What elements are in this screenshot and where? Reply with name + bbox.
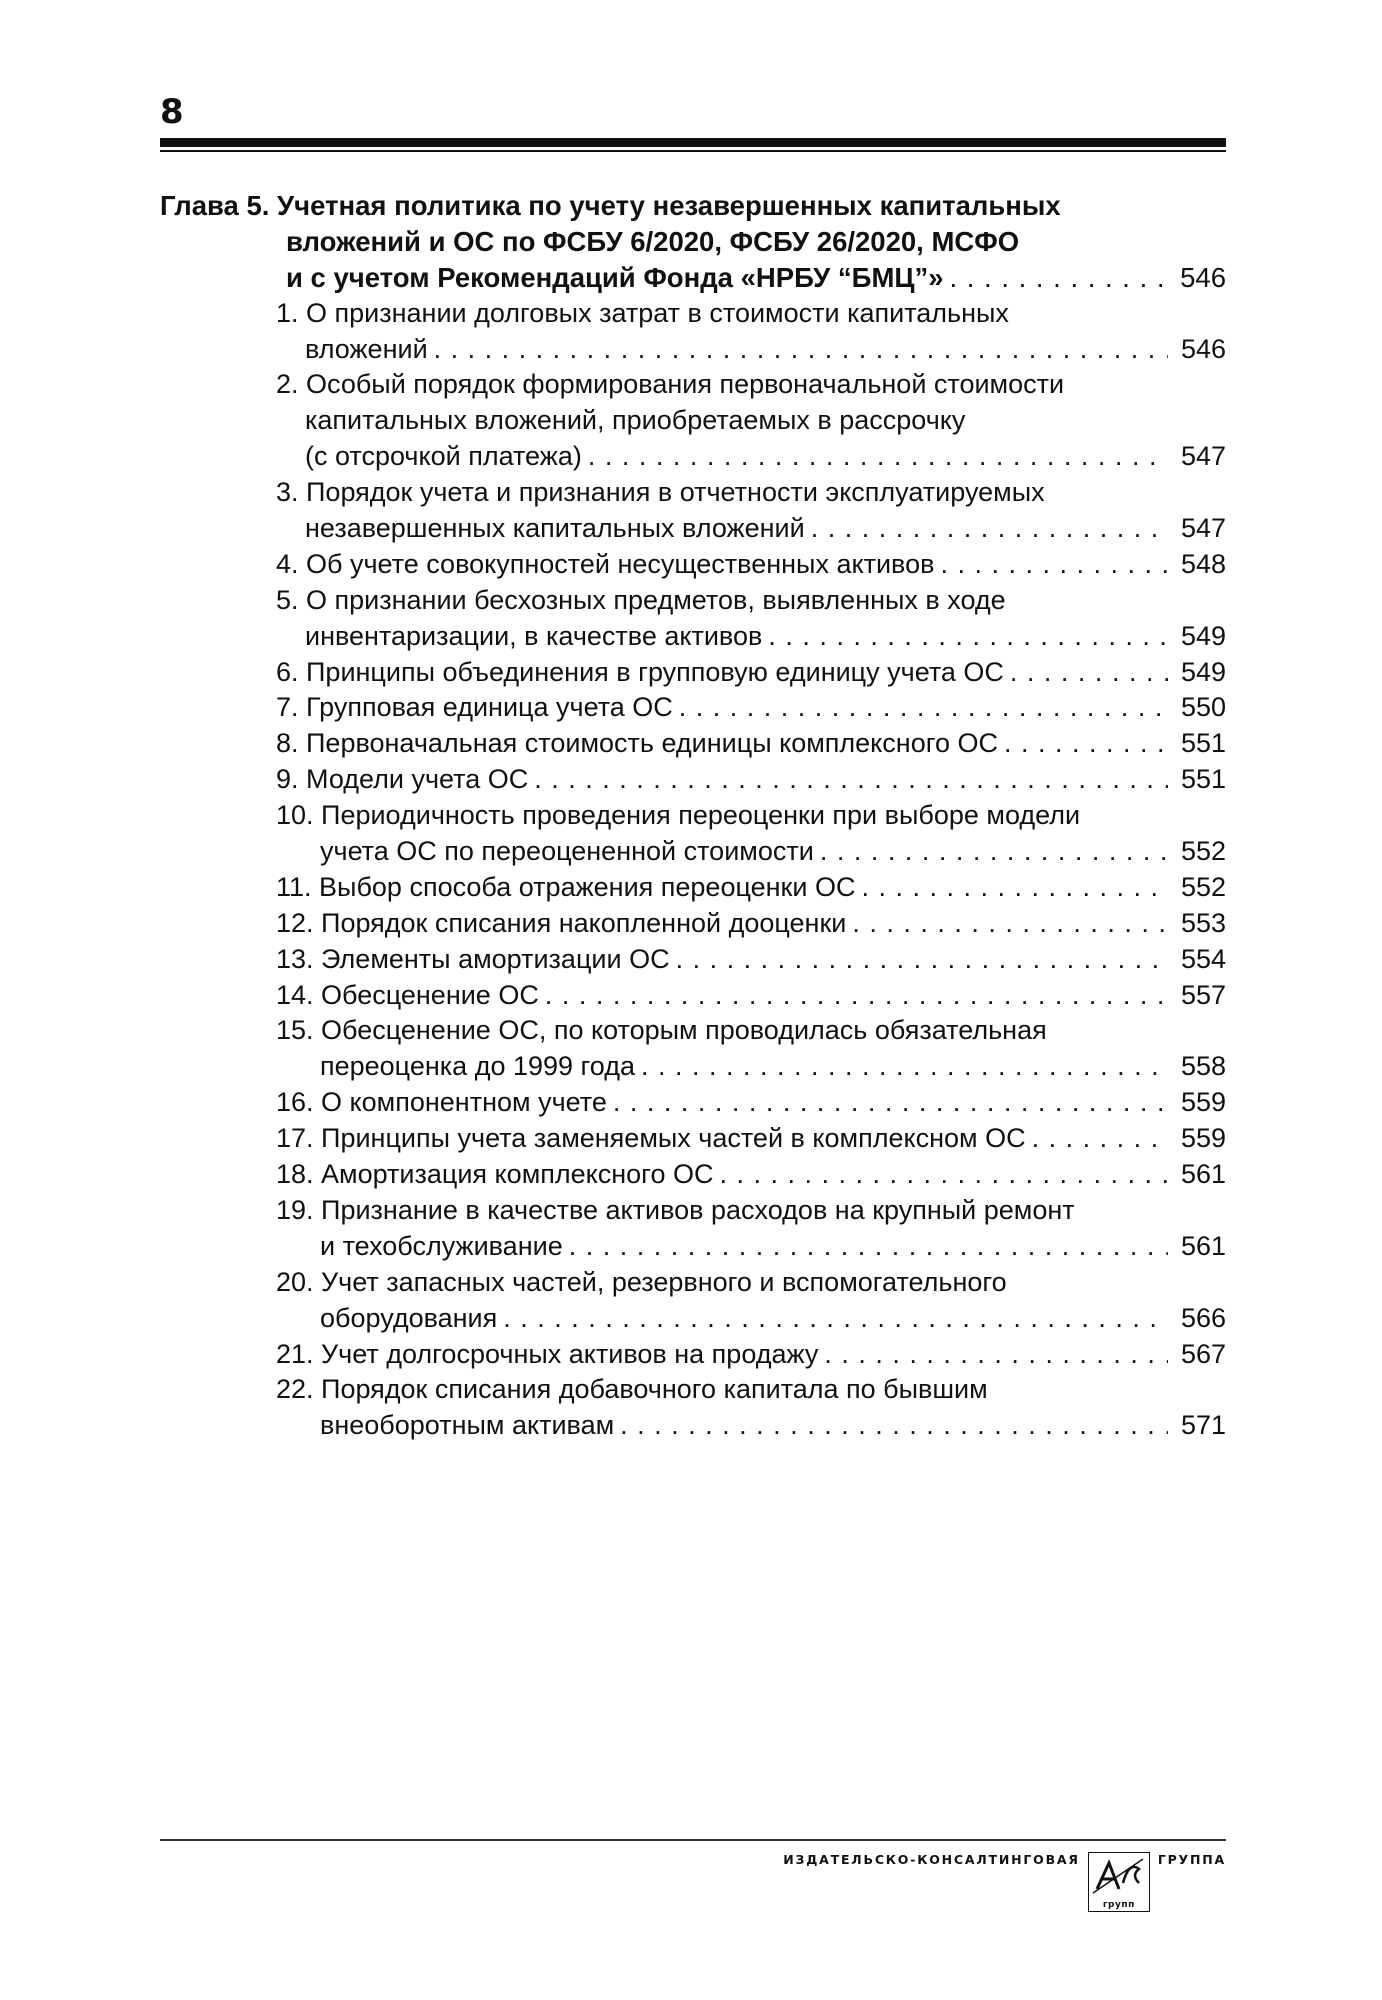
toc-entry-title: 3. Порядок учета и признания в отчетности эксплуатируемых xyxy=(276,477,1045,508)
toc-leader-dots xyxy=(719,1157,1168,1193)
toc-page-number: 551 xyxy=(1180,764,1226,795)
toc-entry-title: переоценка до 1999 года xyxy=(320,1051,635,1082)
toc-entry-title: 10. Периодичность проведения переоценки при выборе модели xyxy=(276,800,1081,831)
toc-entry-title: капитальных вложений, приобретаемых в рассрочку xyxy=(305,405,966,436)
toc-entry-line xyxy=(160,1193,1226,1229)
publisher-name-left: ИЗДАТЕЛЬСКО-КОНСАЛТИНГОВАЯ xyxy=(783,1852,1080,1867)
toc-chapter-line xyxy=(160,260,1226,296)
table-of-contents xyxy=(160,188,1226,1444)
toc-entry-title: 16. О компонентном учете xyxy=(276,1087,607,1118)
toc-entry-title: и с учетом Рекомендаций Фонда «НРБУ “БМЦ”» xyxy=(286,261,944,293)
toc-page-number: 547 xyxy=(1180,441,1226,472)
toc-page-number: 549 xyxy=(1180,620,1226,651)
toc-chapter-line xyxy=(160,224,1226,260)
toc-leader-dots xyxy=(950,260,1169,296)
toc-page-number: 571 xyxy=(1180,1410,1226,1441)
toc-page-number: 559 xyxy=(1180,1087,1226,1118)
toc-entry-line xyxy=(160,367,1226,403)
toc-entry-line xyxy=(160,583,1226,619)
toc-entry-title: незавершенных капитальных вложений xyxy=(305,513,805,544)
toc-leader-dots xyxy=(820,834,1168,870)
toc-entry-line xyxy=(160,1121,1226,1157)
toc-entry-line xyxy=(160,1229,1226,1265)
toc-entry-title: 21. Учет долгосрочных активов на продажу xyxy=(276,1338,819,1369)
toc-leader-dots xyxy=(811,511,1168,547)
toc-entry-title: 8. Первоначальная стоимость единицы комплексного ОС xyxy=(276,728,998,759)
toc-page-number: 558 xyxy=(1180,1051,1226,1082)
toc-entry-line xyxy=(160,1013,1226,1049)
toc-page-number: 552 xyxy=(1180,871,1226,902)
footer-rule xyxy=(160,1839,1226,1841)
toc-leader-dots xyxy=(940,547,1168,583)
toc-leader-dots xyxy=(620,1408,1168,1444)
toc-entry-title: вложений xyxy=(305,333,428,364)
toc-entry-title: 5. О признании бесхозных предметов, выявленных в ходе xyxy=(276,584,1006,615)
toc-leader-dots xyxy=(768,619,1168,655)
toc-entry-line xyxy=(160,1049,1226,1085)
toc-page-number: 553 xyxy=(1180,907,1226,938)
toc-entry-line xyxy=(160,762,1226,798)
toc-entry-title: 11. Выбор способа отражения переоценки ОС xyxy=(276,871,856,902)
header-thin-rule xyxy=(160,150,1226,152)
toc-entry-line xyxy=(160,1157,1226,1193)
toc-entry-title: оборудования xyxy=(320,1302,498,1333)
toc-entry-line xyxy=(160,511,1226,547)
toc-leader-dots xyxy=(679,690,1168,726)
toc-entry-title: (с отсрочкой платежа) xyxy=(305,441,582,472)
toc-entry-line xyxy=(160,690,1226,726)
toc-leader-dots xyxy=(545,978,1168,1014)
toc-entry-title: 17. Принципы учета заменяемых частей в комплексном ОС xyxy=(276,1123,1026,1154)
toc-leader-dots xyxy=(534,762,1168,798)
toc-page-number: 557 xyxy=(1180,979,1226,1010)
toc-entry-line xyxy=(160,1408,1226,1444)
toc-entry-title: 7. Групповая единица учета ОС xyxy=(276,692,673,723)
toc-leader-dots xyxy=(569,1229,1168,1265)
toc-entry-line xyxy=(160,1301,1226,1337)
toc-page-number: 546 xyxy=(1180,261,1226,293)
toc-entry-title: 4. Об учете совокупностей несущественных активов xyxy=(276,548,935,579)
toc-entry-line xyxy=(160,870,1226,906)
toc-page-number: 547 xyxy=(1180,513,1226,544)
publisher-footer xyxy=(160,1852,1226,1912)
toc-leader-dots xyxy=(1004,726,1168,762)
toc-entry-line xyxy=(160,475,1226,511)
toc-leader-dots xyxy=(824,1337,1168,1373)
toc-entry-title: 18. Амортизация комплексного ОС xyxy=(276,1159,714,1190)
toc-entry-title: 19. Признание в качестве активов расходов на крупный ремонт xyxy=(276,1194,1075,1225)
toc-entry-title: Глава 5. Учетная политика по учету незавершенных капитальных xyxy=(160,190,1061,221)
toc-page-number: 549 xyxy=(1180,656,1226,687)
toc-entry-line xyxy=(160,619,1226,655)
toc-page-number: 548 xyxy=(1180,548,1226,579)
toc-page-number: 559 xyxy=(1180,1123,1226,1154)
toc-chapter-line xyxy=(160,188,1226,224)
toc-page-number: 566 xyxy=(1180,1302,1226,1333)
header-thick-rule xyxy=(160,138,1226,147)
toc-page-number: 550 xyxy=(1180,692,1226,723)
toc-entry-title: учета ОС по переоцененной стоимости xyxy=(320,836,814,867)
toc-entry-title: инвентаризации, в качестве активов xyxy=(305,620,763,651)
toc-entry-line xyxy=(160,403,1226,439)
toc-entry-title: 9. Модели учета ОС xyxy=(276,764,529,795)
toc-page-number: 561 xyxy=(1180,1159,1226,1190)
publisher-name-right: ГРУППА xyxy=(1157,1852,1226,1867)
toc-leader-dots xyxy=(588,439,1168,475)
toc-leader-dots xyxy=(676,942,1168,978)
toc-entry-line xyxy=(160,834,1226,870)
page-number: 8 xyxy=(160,92,184,132)
toc-entry-line xyxy=(160,798,1226,834)
toc-page-number: 567 xyxy=(1180,1338,1226,1369)
toc-entry-line xyxy=(160,726,1226,762)
toc-leader-dots xyxy=(434,332,1168,368)
toc-leader-dots xyxy=(861,870,1168,906)
toc-entry-line xyxy=(160,1372,1226,1408)
toc-leader-dots xyxy=(1010,655,1168,691)
toc-entry-line xyxy=(160,1337,1226,1373)
toc-page-number: 554 xyxy=(1180,943,1226,974)
toc-entry-title: и техобслуживание xyxy=(320,1230,563,1261)
toc-entry-line xyxy=(160,906,1226,942)
publisher-logo xyxy=(1088,1852,1150,1912)
toc-leader-dots xyxy=(613,1085,1168,1121)
toc-entry-line xyxy=(160,655,1226,691)
toc-page-number: 551 xyxy=(1180,728,1226,759)
toc-entry-title: вложений и ОС по ФСБУ 6/2020, ФСБУ 26/2020, МСФО xyxy=(286,225,1020,257)
toc-page-number: 561 xyxy=(1180,1230,1226,1261)
toc-leader-dots xyxy=(503,1301,1168,1337)
toc-leader-dots xyxy=(852,906,1168,942)
toc-leader-dots xyxy=(641,1049,1168,1085)
toc-leader-dots xyxy=(1032,1121,1168,1157)
toc-entry-title: 14. Обесценение ОС xyxy=(276,979,539,1010)
logo-caption: групп xyxy=(1102,1900,1135,1910)
toc-entry-title: 15. Обесценение ОС, по которым проводилась обязательная xyxy=(276,1015,1047,1046)
toc-entry-title: 12. Порядок списания накопленной дооценки xyxy=(276,907,847,938)
toc-entry-title: 13. Элементы амортизации ОС xyxy=(276,943,670,974)
toc-entry-title: 2. Особый порядок формирования первоначальной стоимости xyxy=(276,369,1065,400)
toc-page-number: 546 xyxy=(1180,333,1226,364)
toc-entry-title: 20. Учет запасных частей, резервного и вспомогательного xyxy=(276,1266,1007,1297)
toc-entry-title: 22. Порядок списания добавочного капитала по бывшим xyxy=(276,1374,988,1405)
toc-entry-line xyxy=(160,978,1226,1014)
toc-entry-line xyxy=(160,942,1226,978)
toc-entry-line xyxy=(160,332,1226,368)
toc-entry-title: внеоборотным активам xyxy=(320,1410,615,1441)
toc-entry-line xyxy=(160,1265,1226,1301)
toc-page-number: 552 xyxy=(1180,836,1226,867)
toc-entry-title: 6. Принципы объединения в групповую единицу учета ОС xyxy=(276,656,1004,687)
logo-mark-icon xyxy=(1089,1853,1148,1897)
toc-entry-line xyxy=(160,1085,1226,1121)
toc-entry-line xyxy=(160,439,1226,475)
toc-entry-line xyxy=(160,296,1226,332)
toc-entry-line xyxy=(160,547,1226,583)
toc-entry-title: 1. О признании долговых затрат в стоимости капитальных xyxy=(276,297,1009,328)
